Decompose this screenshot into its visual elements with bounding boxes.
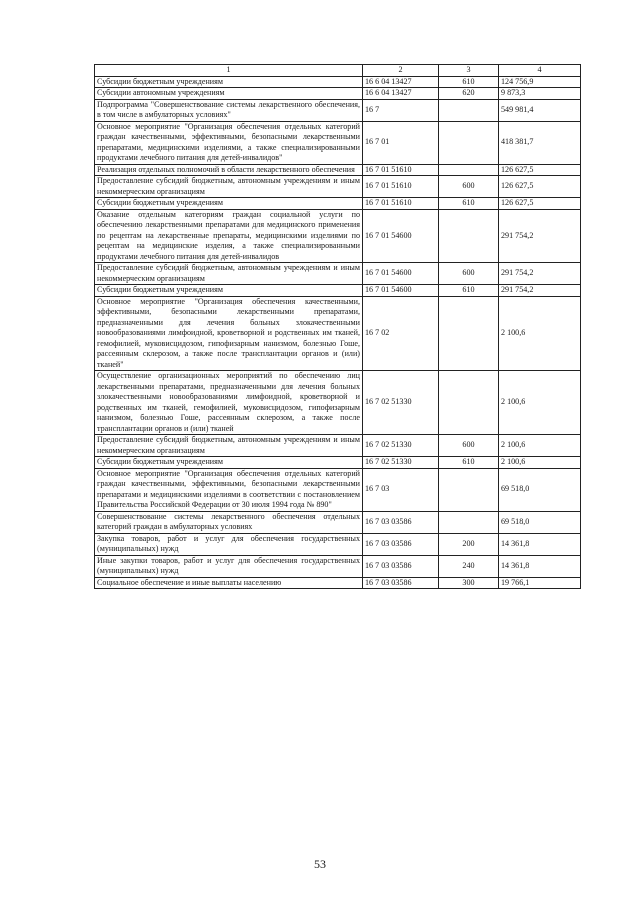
target-code-cell: 16 7 03 03586 — [363, 511, 439, 533]
item-name-cell: Основное мероприятие "Организация обеспечения отдельных категорий граждан качественными, эффективными, безопасными лекарственными препаратами, медицинскими изделиями, а также специализированными продуктами лечебного питания для детей-инвалидов" — [95, 121, 363, 164]
expense-type-cell — [439, 209, 499, 263]
target-code-cell: 16 7 03 03586 — [363, 577, 439, 589]
expense-type-cell: 600 — [439, 176, 499, 198]
table-row — [95, 435, 581, 457]
amount-cell: 2 100,6 — [499, 296, 581, 371]
item-name-cell: Предоставление субсидий бюджетным, автономным учреждениям и иным некоммерческим организациям — [95, 263, 363, 285]
amount-cell: 14 361,8 — [499, 533, 581, 555]
item-name-cell: Предоставление субсидий бюджетным, автономным учреждениям и иным некоммерческим организациям — [95, 435, 363, 457]
table-row — [95, 88, 581, 100]
item-name-cell: Субсидии бюджетным учреждениям — [95, 76, 363, 88]
item-name-cell: Основное мероприятие "Организация обеспечения отдельных категорий граждан качественными, эффективными, безопасными лекарственными препаратами и медицинскими изделиями в соответствии с постановлением Правительства Российской Федерации от 30 июля 1994 года № 890" — [95, 468, 363, 511]
page-number: 53 — [314, 857, 326, 871]
expense-type-cell — [439, 511, 499, 533]
expense-type-cell — [439, 121, 499, 164]
table-row — [95, 121, 581, 164]
target-code-cell: 16 7 01 — [363, 121, 439, 164]
item-name-cell: Субсидии автономным учреждениям — [95, 88, 363, 100]
table-row — [95, 555, 581, 577]
amount-cell: 14 361,8 — [499, 555, 581, 577]
target-code-cell: 16 7 02 51330 — [363, 371, 439, 435]
item-name-cell: Оказание отдельным категориям граждан социальной услуги по обеспечению лекарственными препаратами для медицинского применения по рецептам на лекарственные препараты, медицинскими изделиями по рецептам на медицинские изделия, а также специализированными продуктами лечебного питания для детей-инвалидов — [95, 209, 363, 263]
amount-cell: 291 754,2 — [499, 285, 581, 297]
table-row — [95, 511, 581, 533]
amount-cell: 19 766,1 — [499, 577, 581, 589]
expense-type-cell: 300 — [439, 577, 499, 589]
amount-cell: 124 756,9 — [499, 76, 581, 88]
target-code-cell: 16 6 04 13427 — [363, 88, 439, 100]
amount-cell: 2 100,6 — [499, 371, 581, 435]
item-name-cell: Основное мероприятие "Организация обеспечения качественными, эффективными, безопасными лекарственными препаратами, предназначенными для лечения больных злокачественными новообразованиями лимфоидной, кроветворной и родственных им тканей, гемофилией, муковисцидозом, гипофизарным нанизмом, болезнью Гоше, рассеянным склерозом, а также после трансплантации органов и (или) тканей" — [95, 296, 363, 371]
target-code-cell: 16 7 03 — [363, 468, 439, 511]
expense-type-cell: 240 — [439, 555, 499, 577]
table-row — [95, 263, 581, 285]
expense-type-cell — [439, 296, 499, 371]
target-code-cell: 16 7 02 51330 — [363, 435, 439, 457]
amount-cell: 418 381,7 — [499, 121, 581, 164]
item-name-cell: Реализация отдельных полномочий в области лекарственного обеспечения — [95, 164, 363, 176]
table-row — [95, 577, 581, 589]
table-row — [95, 285, 581, 297]
table-row — [95, 76, 581, 88]
table-row — [95, 198, 581, 210]
amount-cell: 126 627,5 — [499, 198, 581, 210]
expense-type-cell — [439, 468, 499, 511]
amount-cell: 126 627,5 — [499, 164, 581, 176]
amount-cell: 291 754,2 — [499, 209, 581, 263]
column-header: 2 — [363, 65, 439, 77]
column-header: 4 — [499, 65, 581, 77]
item-name-cell: Субсидии бюджетным учреждениям — [95, 457, 363, 469]
expense-type-cell — [439, 99, 499, 121]
target-code-cell: 16 7 01 54600 — [363, 209, 439, 263]
budget-table — [94, 64, 581, 589]
expense-type-cell: 200 — [439, 533, 499, 555]
target-code-cell: 16 7 01 54600 — [363, 285, 439, 297]
column-header: 1 — [95, 65, 363, 77]
amount-cell: 549 981,4 — [499, 99, 581, 121]
table-row — [95, 99, 581, 121]
target-code-cell: 16 7 03 03586 — [363, 533, 439, 555]
target-code-cell: 16 7 01 54600 — [363, 263, 439, 285]
amount-cell: 2 100,6 — [499, 435, 581, 457]
expense-type-cell: 610 — [439, 198, 499, 210]
target-code-cell: 16 7 02 51330 — [363, 457, 439, 469]
expense-type-cell: 600 — [439, 263, 499, 285]
item-name-cell: Иные закупки товаров, работ и услуг для обеспечения государственных (муниципальных) нужд — [95, 555, 363, 577]
column-header: 3 — [439, 65, 499, 77]
item-name-cell: Подпрограмма "Совершенствование системы лекарственного обеспечения, в том числе в амбулаторных условиях" — [95, 99, 363, 121]
amount-cell: 69 518,0 — [499, 511, 581, 533]
table-row — [95, 533, 581, 555]
amount-cell: 126 627,5 — [499, 176, 581, 198]
target-code-cell: 16 7 01 51610 — [363, 164, 439, 176]
amount-cell: 69 518,0 — [499, 468, 581, 511]
table-row — [95, 209, 581, 263]
expense-type-cell: 610 — [439, 457, 499, 469]
table-row — [95, 457, 581, 469]
item-name-cell: Совершенствование системы лекарственного обеспечения отдельных категорий граждан в амбулаторных условиях — [95, 511, 363, 533]
amount-cell: 291 754,2 — [499, 263, 581, 285]
expense-type-cell: 620 — [439, 88, 499, 100]
expense-type-cell: 600 — [439, 435, 499, 457]
amount-cell: 2 100,6 — [499, 457, 581, 469]
item-name-cell: Субсидии бюджетным учреждениям — [95, 285, 363, 297]
amount-cell: 9 873,3 — [499, 88, 581, 100]
table-header-row — [95, 65, 581, 77]
target-code-cell: 16 6 04 13427 — [363, 76, 439, 88]
item-name-cell: Предоставление субсидий бюджетным, автономным учреждениям и иным некоммерческим организациям — [95, 176, 363, 198]
expense-type-cell — [439, 164, 499, 176]
expense-type-cell — [439, 371, 499, 435]
item-name-cell: Осуществление организационных мероприятий по обеспечению лиц лекарственными препаратами, предназначенными для лечения больных злокачественными новообразованиями лимфоидной, кроветворной и родственных им тканей, гемофилией, муковисцидозом, гипофизарным нанизмом, болезнью Гоше, рассеянным склерозом, а также после трансплантации органов и (или) тканей — [95, 371, 363, 435]
expense-type-cell: 610 — [439, 285, 499, 297]
target-code-cell: 16 7 01 51610 — [363, 198, 439, 210]
table-row — [95, 164, 581, 176]
table-row — [95, 468, 581, 511]
expense-type-cell: 610 — [439, 76, 499, 88]
item-name-cell: Субсидии бюджетным учреждениям — [95, 198, 363, 210]
table-row — [95, 371, 581, 435]
target-code-cell: 16 7 03 03586 — [363, 555, 439, 577]
item-name-cell: Закупка товаров, работ и услуг для обеспечения государственных (муниципальных) нужд — [95, 533, 363, 555]
target-code-cell: 16 7 — [363, 99, 439, 121]
target-code-cell: 16 7 02 — [363, 296, 439, 371]
table-row — [95, 296, 581, 371]
item-name-cell: Социальное обеспечение и иные выплаты населению — [95, 577, 363, 589]
table-row — [95, 176, 581, 198]
target-code-cell: 16 7 01 51610 — [363, 176, 439, 198]
